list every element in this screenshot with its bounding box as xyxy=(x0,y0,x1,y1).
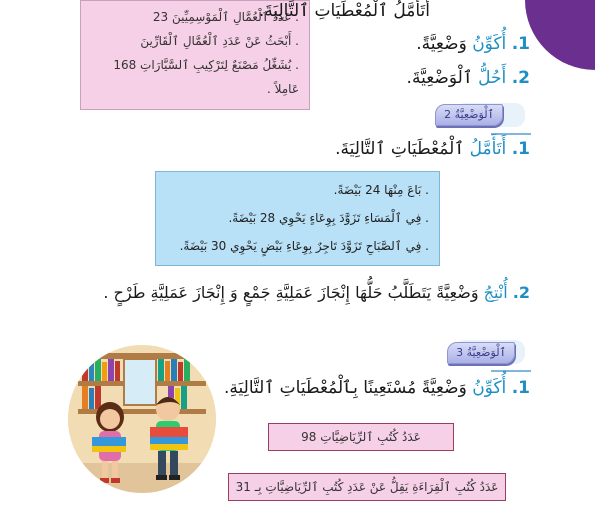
data-info-box xyxy=(155,171,440,266)
section1-heading: أَتَأَمَّلُ ٱلْمُعْطَيَاتِ ٱلتَّالِيَةَ. xyxy=(258,1,430,21)
library-illustration xyxy=(68,345,216,493)
note-line: عَامِلاً . xyxy=(266,82,299,96)
info-line: . فِي ٱلصَّبَاحِ تَزَوَّدَ تَاجِرٌ بِوِعَاءِ بَيْضٍ يَحْوِي 30 بَيْضَةً. xyxy=(179,239,429,253)
info-line: . فِي ٱلْمَسَاءِ تَزَوَّدَ بِوِعَاءٍ يَحْوِي 28 بَيْضَةً. xyxy=(228,211,429,225)
section-divider xyxy=(491,133,531,135)
section2-item-1: 1. أَتَأَمَّلُ ٱلْمُعْطَيَاتِ ٱلتَّالِيَةَ. xyxy=(335,139,530,159)
corner-decoration xyxy=(525,0,595,70)
section1-item-2: 2. أَحُلُّ ٱلْوَضْعِيَّةَ. xyxy=(406,68,530,88)
note-line: . عَدَدُ ٱلْعُمَّالِ ٱلْمَوْسِمِيِّينَ 23 xyxy=(152,10,299,24)
children-with-books-image xyxy=(68,345,216,493)
reading-books-box: عَدَدُ كُتُبِ ٱلْقِرَاءَةِ يَقِلُّ عَنْ عَدَدِ كُتُبِ ٱلرِّيَاضِيَّاتِ بِـ 31 xyxy=(228,473,506,501)
situation-2-badge: ٱلْوَضْعِيَّةُ 2 xyxy=(435,104,503,126)
situation-3-badge: ٱلْوَضْعِيَّةُ 3 xyxy=(447,342,515,364)
section-divider xyxy=(491,370,531,372)
section1-item-1: 1. أُكَوِّنُ وَضْعِيَّةً. xyxy=(416,34,530,54)
math-books-box: عَدَدُ كُتُبِ ٱلرِّيَاضِيَّاتِ 98 xyxy=(268,423,454,451)
section3-item-1: 1. أُكَوِّنُ وَضْعِيَّةً مُسْتَعِينًا بِٱلْمُعْطَيَاتِ ٱلتَّالِيَةِ. xyxy=(224,378,530,398)
info-line: . بَاعَ مِنْهَا 24 بَيْضَةً. xyxy=(333,183,429,197)
section2-item-2: 2. أُنْتِجُ وَضْعِيَّةً يَتَطَلَّبُ حَلُّهَا إِنْجَازَ عَمَلِيَّةِ جَمْعٍ وَ إِنْجَازَ عَمَلِيَّةِ طَرْحٍ . xyxy=(103,283,530,302)
note-line: . يُشَغِّلُ مَصْنَعٌ لِتَرْكِيبِ ٱلسَّيَّارَاتِ 168 xyxy=(113,58,299,72)
note-line: . أَبْحَثُ عَنْ عَدَدِ ٱلْعُمَّالِ ٱلْقَارِّينَ xyxy=(140,34,299,48)
